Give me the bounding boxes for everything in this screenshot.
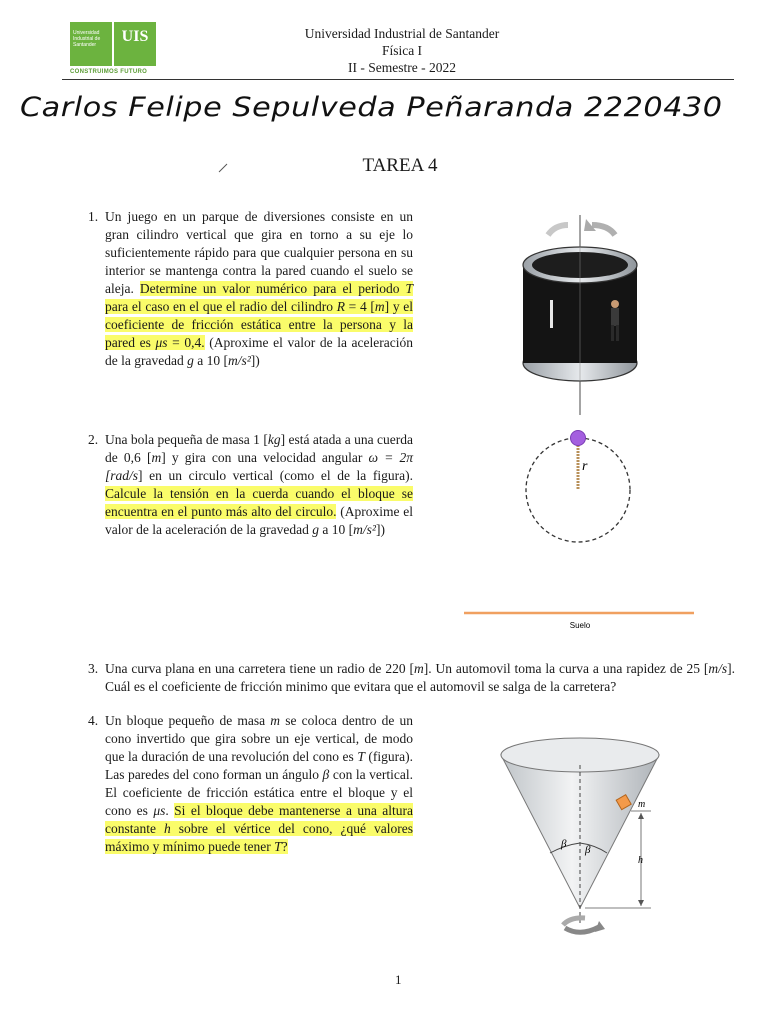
- student-name-handwritten: Carlos Felipe Sepulveda Peñaranda 2220430: [20, 92, 723, 123]
- problem-text: Un juego en un parque de diversiones consiste en un gran cilindro vertical que gira en torno a su eje lo suficientemente rápido para que cualquier persona en su interior se mantenga contra la pared cuando el suelo se aleja.: [105, 209, 413, 296]
- logo-emblem-text: UIS: [121, 28, 149, 45]
- rotation-arrow-right: [592, 225, 615, 235]
- mass-label: m: [638, 799, 646, 810]
- semester: II - Semestre - 2022: [348, 60, 456, 75]
- vertical-circle-figure: [462, 428, 698, 633]
- radius-label: r: [582, 459, 588, 474]
- highlighted-question: Si el bloque debe mantenerse a una altura constante h sobre el vértice del cono, ¿qué valores máximo y mínimo puede tener T?: [105, 803, 413, 854]
- highlighted-question: Calcule la tensión en la cuerda cuando el bloque se encuentra en el punto más alto del circulo.: [105, 486, 413, 519]
- problem-2: 2. Una bola pequeña de masa 1 [kg] está atada a una cuerda de 0,6 [m] y gira con una velocidad angular ω = 2π [rad/s] en un circulo vertical (como el de la figura). Calcule la tensión en la cuerda cuando el bloque se encuentra en el punto más alto del circulo. (Aproxime el valor de la aceleración de la gravedad g a 10 [m/s²]): [88, 432, 414, 537]
- problem-1: 1. Un juego en un parque de diversiones consiste en un gran cilindro vertical que gira en torno a su eje lo suficientemente rápido para que cualquier persona en su interior se mantenga contra la pared cuando el suelo se aleja. Determine un valor numérico para el periodo T para el caso en el que el radio del cilindro R = 4 [m] y el coeficiente de fricción estática entre la persona y la pared es μs = 0,4. (Aproxime el valor de la aceleración de la gravedad g a 10 [m/s²]): [88, 209, 414, 368]
- problem-number: 2.: [88, 432, 99, 447]
- university-logo: [70, 22, 160, 78]
- ball: [571, 431, 586, 446]
- rotation-arrow-left: [548, 225, 568, 235]
- beta-label-right: β: [585, 844, 591, 856]
- logo-text-box: [70, 22, 112, 66]
- assignment-title: TAREA 4: [362, 155, 438, 176]
- header-divider: [62, 79, 734, 80]
- pen-mark: [215, 160, 235, 176]
- wall-stripe: [550, 300, 553, 328]
- problem-4: 4. Un bloque pequeño de masa m se coloca dentro de un cono invertido que gira sobre un eje vertical, de modo que la duración de una revolución del cono es T (figura). Las paredes del cono forman un ángulo β con la vertical. El coeficiente de fricción estática entre el bloque y el cono es μs. Si el bloque debe mantenerse a una altura constante h sobre el vértice del cono, ¿qué valores máximo y mínimo puede tener T?: [88, 713, 414, 854]
- logo-university-text: Universidad Industrial de Santander: [73, 30, 101, 48]
- rotation-arrow-back: [563, 918, 585, 925]
- course-name: Física I: [381, 43, 423, 58]
- ground-label: Suelo: [569, 621, 591, 630]
- problem-number: 1.: [88, 209, 99, 224]
- problem-number: 3.: [88, 661, 99, 676]
- problem-text: (Aproxime el valor de la aceleración de la gravedad: [105, 335, 413, 368]
- beta-label-left: β: [561, 838, 567, 850]
- problem-3: 3. Una curva plana en una carretera tiene un radio de 220 [m]. Un automovil toma la curva a una rapidez de 25 [m/s]. Cuál es el coeficiente de fricción minimo que evitara que el automovil se salga de la carretera?: [88, 661, 735, 694]
- problem-number: 4.: [88, 713, 99, 728]
- university-name: Universidad Industrial de Santander: [304, 26, 500, 41]
- inverted-cone-figure: [495, 735, 685, 945]
- rotating-cylinder-figure: [520, 215, 645, 415]
- page-number: 1: [395, 972, 402, 987]
- header-text: [230, 25, 574, 76]
- logo-caption: CONSTRUIMOS FUTURO: [70, 69, 148, 75]
- logo-emblem: [114, 22, 156, 66]
- height-label: h: [638, 855, 643, 866]
- rotation-arrow: [565, 927, 599, 932]
- highlighted-question: Determine un valor numérico para el periodo T para el caso en el que el radio del cilindro R = 4 [m] y el coeficiente de fricción estática entre la persona y la pared es μs = 0,4.: [105, 281, 414, 350]
